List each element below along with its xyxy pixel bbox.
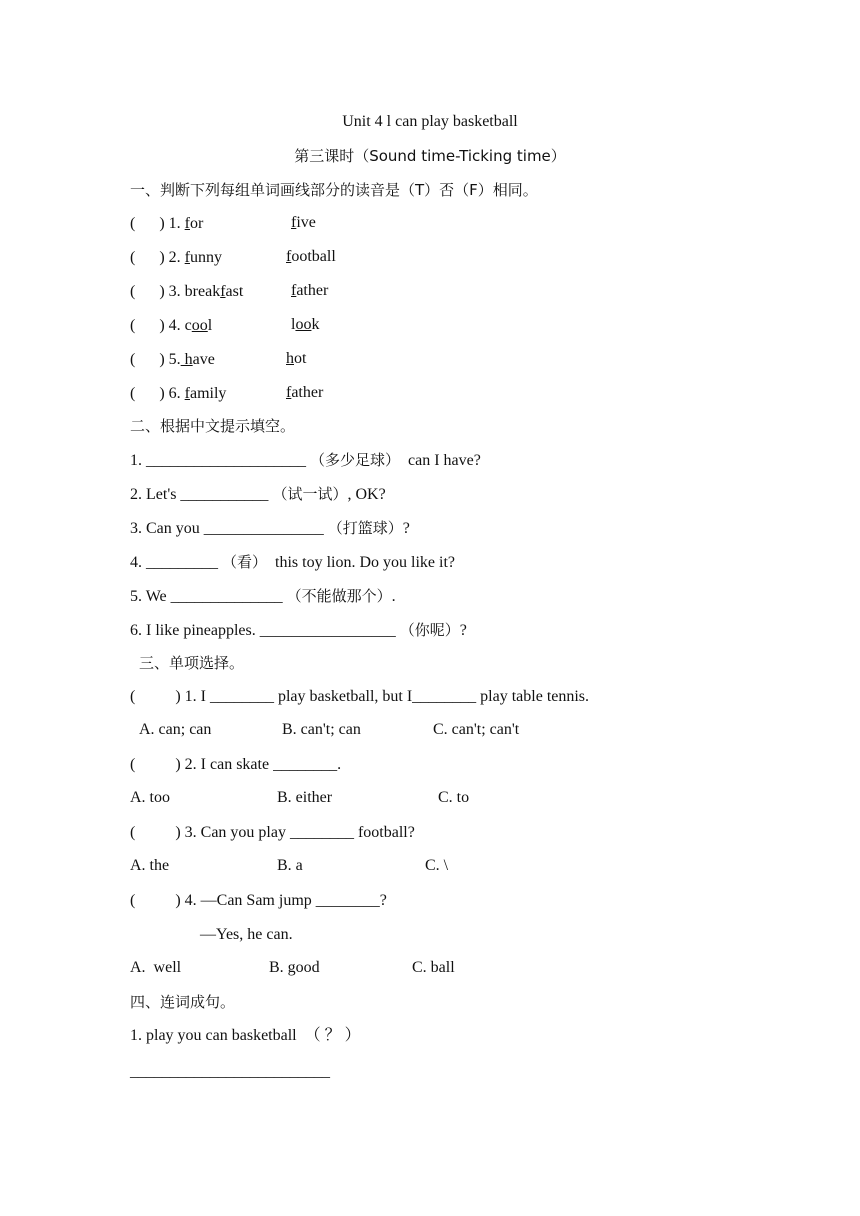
fill-blank-item bbox=[130, 518, 410, 539]
chinese-hint: （试一试） bbox=[272, 485, 348, 503]
mc-q1-option-a: A. can; can bbox=[139, 721, 212, 738]
mc-q3-option-a: A. the bbox=[130, 857, 170, 874]
fill-blank-tail: can I have? bbox=[400, 452, 481, 469]
judge-item-number: ( ) 2. bbox=[130, 249, 185, 266]
judge-item-number: ( ) 6. bbox=[130, 385, 185, 402]
judge-word-2: father bbox=[286, 384, 324, 401]
fill-blank-tail: ? bbox=[402, 520, 410, 537]
judge-item bbox=[130, 214, 203, 234]
judge-word-1: have bbox=[180, 351, 215, 368]
judge-word-1: funny bbox=[184, 249, 222, 266]
chinese-hint: （打篮球） bbox=[327, 519, 403, 537]
fill-blank-tail: this toy lion. Do you like it? bbox=[267, 554, 456, 571]
section3-heading: 三、单项选择。 bbox=[139, 654, 245, 672]
judge-item bbox=[130, 282, 243, 302]
mc-q3-option-b: B. a bbox=[277, 857, 303, 874]
page-title: Unit 4 l can play basketball bbox=[342, 113, 518, 130]
judge-word-2: five bbox=[291, 214, 316, 231]
fill-blank-tail: . bbox=[391, 588, 396, 605]
judge-word-1: cool bbox=[184, 317, 213, 334]
mc-q4-answer-line: —Yes, he can. bbox=[200, 926, 293, 943]
fill-blank-prompt: 6. I like pineapples. _________________ bbox=[130, 622, 400, 639]
mc-q3-option-c: C. \ bbox=[425, 857, 449, 874]
chinese-hint: （你呢） bbox=[399, 621, 460, 639]
fill-blank-item bbox=[130, 484, 386, 505]
mc-q4-option-c: C. ball bbox=[412, 959, 455, 976]
judge-item-number: ( ) 3. bbox=[130, 283, 185, 300]
chinese-hint: （多少足球） bbox=[310, 451, 401, 469]
mc-question-3: ( ) 3. Can you play ________ football? bbox=[130, 824, 415, 841]
judge-word-1: family bbox=[184, 385, 227, 402]
fill-blank-prompt: 3. Can you _______________ bbox=[130, 520, 328, 537]
judge-item bbox=[130, 384, 226, 404]
mc-q2-option-a: A. too bbox=[130, 789, 170, 806]
mc-question-1: ( ) 1. I ________ play basketball, but I________ play table tennis. bbox=[130, 688, 590, 705]
judge-item bbox=[130, 316, 212, 336]
mc-question-2: ( ) 2. I can skate ________. bbox=[130, 756, 342, 773]
mc-q2-option-c: C. to bbox=[438, 789, 470, 806]
mc-q1-option-b: B. can't; can bbox=[282, 721, 361, 738]
judge-word-2: look bbox=[291, 316, 320, 333]
mc-q2-option-b: B. either bbox=[277, 789, 333, 806]
fill-blank-prompt: 5. We ______________ bbox=[130, 588, 287, 605]
judge-word-1: breakfast bbox=[184, 283, 244, 300]
judge-item-number: ( ) 4. bbox=[130, 317, 185, 334]
mc-q4-option-a: A. well bbox=[130, 959, 182, 976]
judge-word-1: for bbox=[184, 215, 204, 232]
fill-blank-prompt: 1. ____________________ bbox=[130, 452, 310, 469]
section2-heading: 二、根据中文提示填空。 bbox=[130, 417, 296, 435]
chinese-hint: （不能做那个） bbox=[286, 587, 392, 605]
judge-item-number: ( ) 5. bbox=[130, 351, 181, 368]
fill-blank-item bbox=[130, 586, 396, 607]
mc-question-4: ( ) 4. —Can Sam jump ________? bbox=[130, 892, 387, 909]
judge-item bbox=[130, 350, 215, 370]
section4-heading: 四、连词成句。 bbox=[130, 993, 236, 1011]
mc-q1-option-c: C. can't; can't bbox=[433, 721, 520, 738]
judge-item bbox=[130, 248, 222, 268]
judge-word-2: father bbox=[291, 282, 329, 299]
page-subtitle: 第三课时（Sound time-Ticking time） bbox=[294, 147, 566, 165]
reorder-question-1: 1. play you can basketball （ ？ ） bbox=[130, 1027, 361, 1044]
chinese-hint: （看） bbox=[222, 553, 268, 571]
judge-word-2: hot bbox=[286, 350, 307, 367]
mc-q4-option-b: B. good bbox=[269, 959, 320, 976]
fill-blank-tail: ? bbox=[459, 622, 467, 639]
fill-blank-prompt: 4. _________ bbox=[130, 554, 222, 571]
judge-item-number: ( ) 1. bbox=[130, 215, 185, 232]
section1-heading: 一、判断下列每组单词画线部分的读音是（T）否（F）相同。 bbox=[130, 181, 538, 199]
reorder-answer-line: _________________________ bbox=[130, 1063, 330, 1080]
fill-blank-item bbox=[130, 450, 481, 471]
fill-blank-item bbox=[130, 552, 455, 573]
fill-blank-prompt: 2. Let's ___________ bbox=[130, 486, 273, 503]
judge-word-2: football bbox=[286, 248, 336, 265]
fill-blank-item bbox=[130, 620, 467, 641]
fill-blank-tail: , OK? bbox=[347, 486, 386, 503]
